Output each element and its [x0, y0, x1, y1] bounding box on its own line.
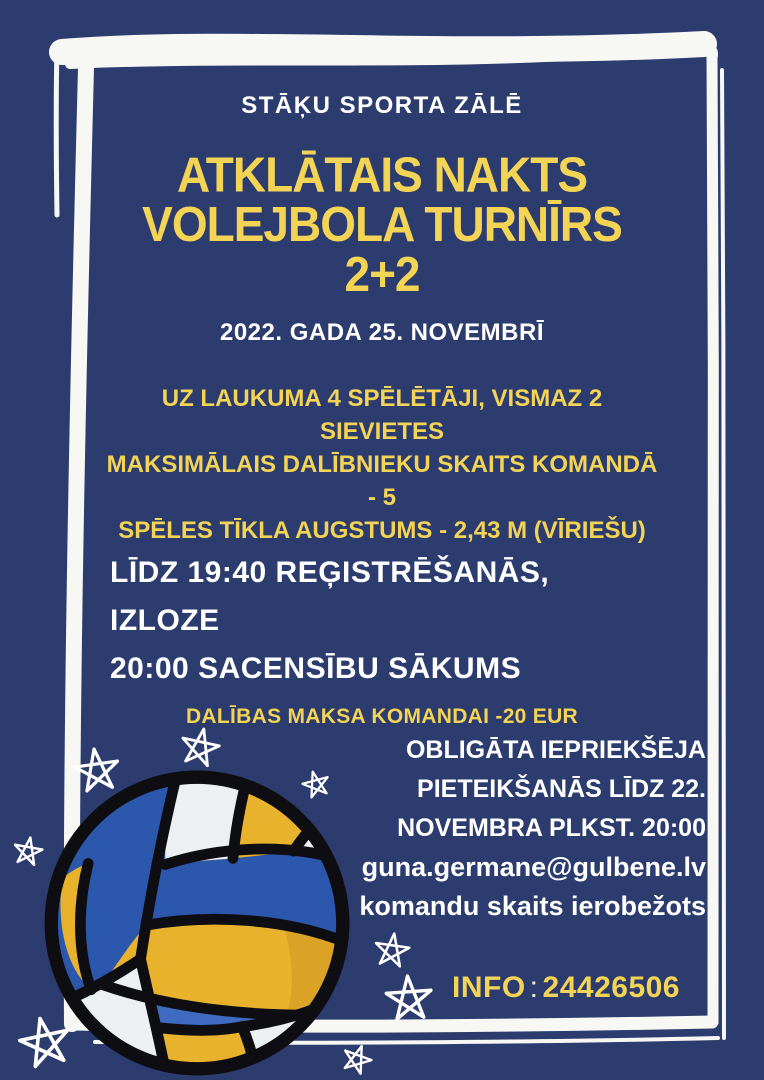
- info-label: INFO: [452, 971, 526, 1004]
- entry-fee: DALĪBAS MAKSA KOMANDAI -20 EUR: [185, 705, 579, 728]
- registration-line: PIETEIKŠANĀS LĪDZ 22.: [417, 775, 706, 803]
- rules-line: - 5: [367, 484, 396, 511]
- volleyball-illustration: [43, 769, 351, 1077]
- registration-block: [359, 731, 706, 926]
- title-line-3: 2+2: [344, 246, 420, 302]
- rules-line: MAKSIMĀLAIS DALĪBNIEKU SKAITS KOMANDĀ: [106, 451, 658, 478]
- star-doodle-icon: [372, 930, 413, 971]
- event-date: 2022. GADA 25. NOVEMBRĪ: [219, 319, 545, 346]
- title-line-1: ATKLĀTAIS NAKTS: [176, 146, 588, 202]
- star-doodle-icon: [11, 834, 46, 869]
- info-separator: :: [529, 971, 539, 1004]
- registration-line: OBLIGĀTA IEPRIEKŠĒJA: [405, 736, 706, 764]
- schedule-line: 20:00 SACENSĪBU SĀKUMS: [110, 652, 522, 685]
- registration-line: NOVEMBRA PLKST. 20:00: [397, 814, 706, 842]
- star-doodle-icon: [176, 723, 223, 770]
- contact-email: guna.germane@gulbene.lv: [361, 852, 706, 882]
- page-title: [0, 146, 764, 302]
- info-phone-line: [452, 971, 680, 1005]
- schedule-line: LĪDZ 19:40 REĢISTRĒŠANĀS,: [110, 556, 550, 589]
- rules-line: UZ LAUKUMA 4 SPĒLĒTĀJI, VISMAZ 2: [161, 385, 603, 412]
- schedule-block: [110, 549, 549, 693]
- info-phone-number: 24426506: [542, 971, 680, 1004]
- schedule-line: IZLOZE: [110, 604, 220, 637]
- star-doodle-icon: [383, 972, 434, 1023]
- title-line-2: VOLEJBOLA TURNĪRS: [142, 196, 622, 252]
- rules-block: [0, 382, 764, 547]
- registration-line: komandu skaits ierobežots: [359, 891, 706, 921]
- venue-heading: STĀĶU SPORTA ZĀLĒ: [241, 92, 523, 119]
- rules-line: SIEVIETES: [319, 418, 445, 445]
- rules-line: SPĒLES TĪKLA AUGSTUMS - 2,43 M (VĪRIEŠU): [118, 517, 646, 544]
